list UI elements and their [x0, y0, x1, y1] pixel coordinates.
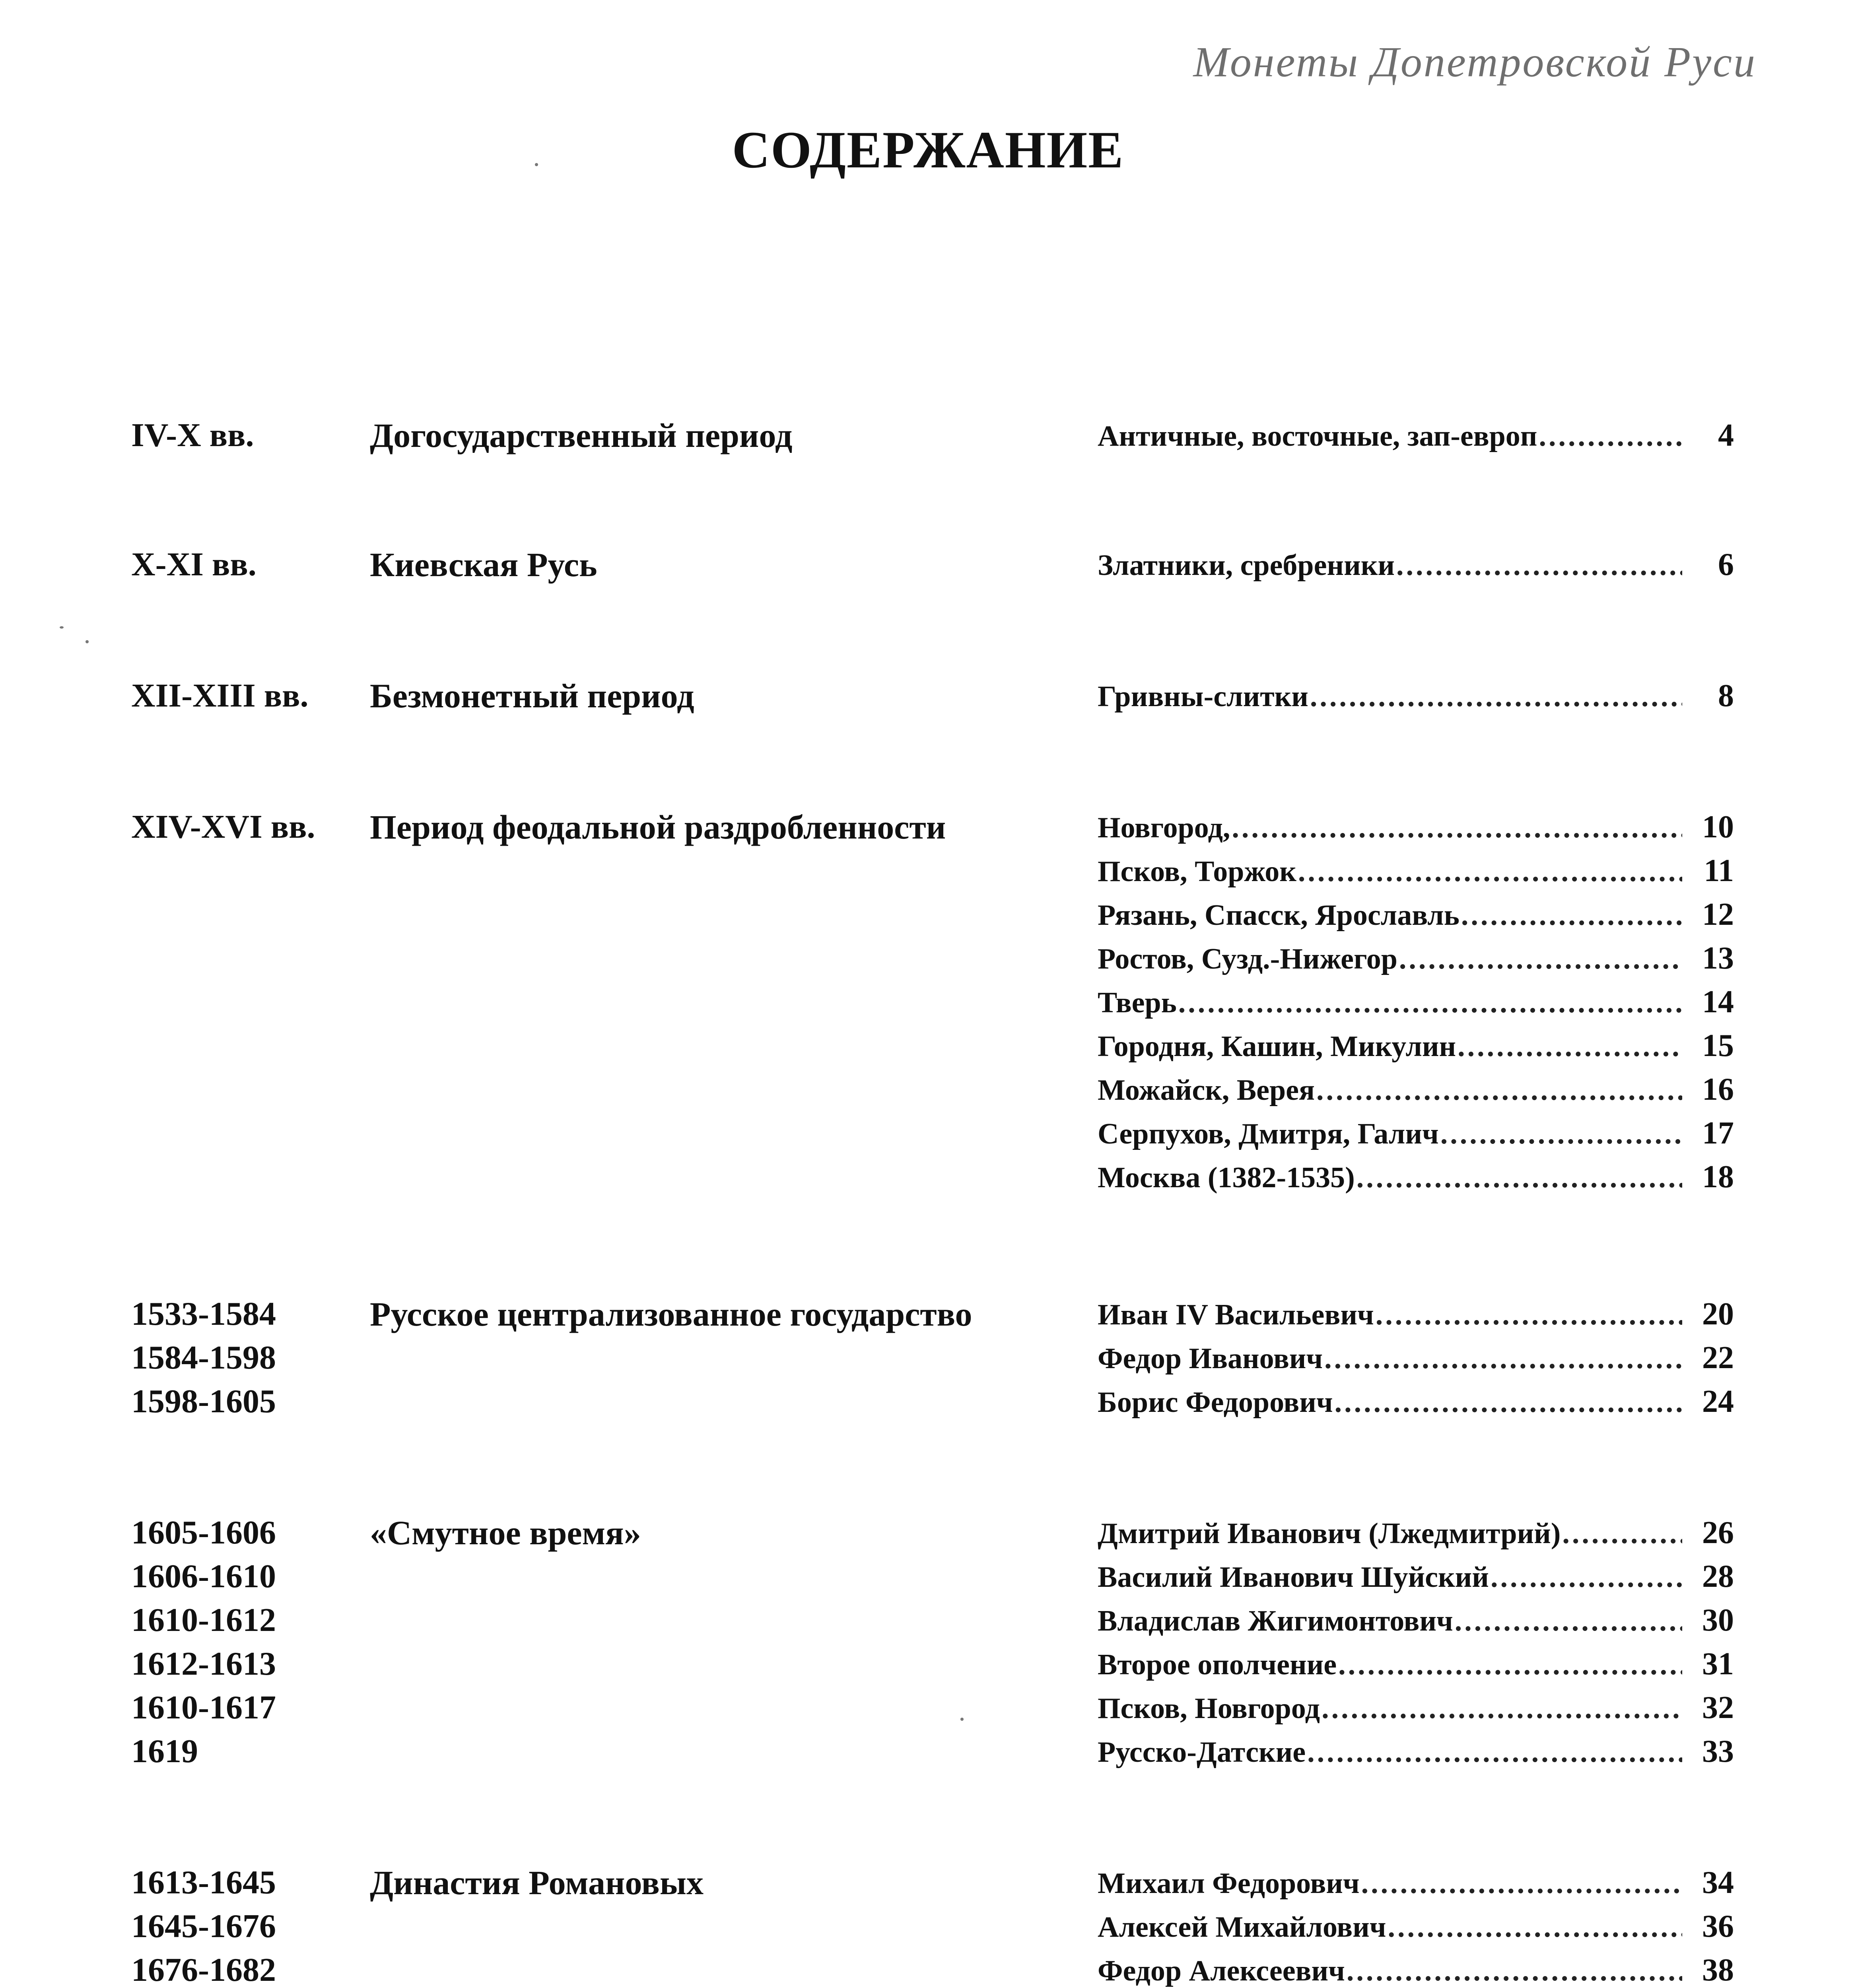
dot-leader	[1316, 1068, 1682, 1112]
dot-leader	[1396, 544, 1682, 587]
entry-page-number: 28	[1702, 1559, 1734, 1594]
entry-label: Второе ополчение	[1098, 1648, 1337, 1681]
dot-leader	[1298, 850, 1682, 893]
section-period: 1605-1606	[131, 1514, 276, 1551]
contents-entry	[1098, 980, 1734, 1024]
entry-label: Псков, Торжок	[1098, 855, 1296, 888]
entry-label: Новгород,	[1098, 812, 1230, 844]
dot-leader	[1335, 1380, 1682, 1424]
entry-label: Алексей Михайлович	[1098, 1911, 1386, 1943]
running-title: Монеты Допетровской Руси	[1193, 39, 1757, 86]
scan-speck	[60, 626, 64, 629]
section-periods	[131, 805, 354, 849]
contents-entry	[1098, 1336, 1734, 1380]
dot-leader	[1310, 675, 1682, 718]
contents-entry	[1098, 1511, 1734, 1555]
section-name: Киевская Русь	[370, 546, 597, 584]
section-periods	[131, 1511, 354, 1773]
dot-leader	[1399, 937, 1682, 981]
section-entries	[1098, 414, 1734, 457]
contents-entry	[1098, 1068, 1734, 1111]
section-entries	[1098, 1292, 1734, 1423]
section-entries	[1098, 805, 1734, 1199]
contents-entry	[1098, 893, 1734, 936]
section-periods	[131, 414, 354, 457]
dot-leader	[1455, 1599, 1682, 1643]
contents-entry	[1098, 1111, 1734, 1155]
entry-page-number: 8	[1718, 678, 1734, 713]
contents-entry	[1098, 1861, 1734, 1905]
section-name: Безмонетный период	[370, 677, 694, 715]
dot-leader	[1324, 1337, 1682, 1380]
scan-speck	[86, 640, 89, 643]
entry-page-number: 32	[1702, 1690, 1734, 1725]
dot-leader	[1307, 1730, 1682, 1774]
section-entries	[1098, 543, 1734, 586]
contents-entry	[1098, 1686, 1734, 1730]
entry-page-number: 20	[1702, 1297, 1734, 1332]
section-period: 1619	[131, 1733, 198, 1770]
dot-leader	[1562, 1512, 1682, 1555]
dot-leader	[1347, 1949, 1682, 1988]
contents-entry	[1098, 849, 1734, 893]
entry-label: Борис Федорович	[1098, 1386, 1333, 1419]
dot-leader	[1357, 1156, 1682, 1200]
section-entries	[1098, 674, 1734, 718]
section-entries	[1098, 1861, 1734, 1988]
entry-label: Античные, восточные, зап-европ	[1098, 420, 1537, 452]
contents-entry	[1098, 1155, 1734, 1199]
section-entries	[1098, 1511, 1734, 1773]
contents-entry	[1098, 1598, 1734, 1642]
entry-page-number: 18	[1702, 1159, 1734, 1194]
contents-entry	[1098, 1024, 1734, 1068]
dot-leader	[1178, 981, 1682, 1025]
entry-page-number: 33	[1702, 1734, 1734, 1769]
section-period: X-XI вв.	[131, 546, 257, 583]
dot-leader	[1461, 893, 1682, 937]
entry-label: Можайск, Верея	[1098, 1074, 1315, 1107]
entry-page-number: 13	[1702, 941, 1734, 976]
dot-leader	[1338, 1643, 1682, 1687]
contents-entry	[1098, 1380, 1734, 1423]
dot-leader	[1388, 1905, 1682, 1949]
section-name: Догосударственный период	[370, 416, 793, 454]
dot-leader	[1458, 1025, 1682, 1068]
section-periods	[131, 1292, 354, 1423]
page-title	[0, 119, 1856, 180]
entry-label: Иван IV Васильевич	[1098, 1299, 1374, 1331]
contents-entry	[1098, 1948, 1734, 1988]
section-period: 1533-1584	[131, 1295, 276, 1332]
section-period: XIV-XVI вв.	[131, 808, 315, 845]
entry-page-number: 11	[1704, 853, 1734, 888]
section-period: 1610-1612	[131, 1602, 276, 1639]
dot-leader	[1376, 1293, 1682, 1337]
entry-page-number: 6	[1718, 547, 1734, 582]
section-period: IV-X вв.	[131, 417, 254, 454]
entry-page-number: 17	[1702, 1116, 1734, 1151]
contents-entry	[1098, 414, 1734, 457]
entry-label: Дмитрий Иванович (Лжедмитрий)	[1098, 1517, 1561, 1550]
entry-label: Златники, сребреники	[1098, 549, 1395, 582]
dot-leader	[1232, 806, 1682, 850]
entry-page-number: 24	[1702, 1384, 1734, 1419]
entry-label: Михаил Федорович	[1098, 1867, 1360, 1900]
entry-page-number: 15	[1702, 1028, 1734, 1063]
section-period: 1584-1598	[131, 1339, 276, 1376]
entry-label: Ростов, Сузд.-Нижегор	[1098, 943, 1397, 975]
entry-page-number: 26	[1702, 1515, 1734, 1550]
entry-label: Федор Алексеевич	[1098, 1955, 1345, 1987]
dot-leader	[1539, 414, 1682, 458]
section-period: 1645-1676	[131, 1908, 276, 1945]
section-period: 1676-1682	[131, 1951, 276, 1988]
section-period: 1606-1610	[131, 1558, 276, 1595]
contents-entry	[1098, 1292, 1734, 1336]
section-period: XII-XIII вв.	[131, 677, 309, 714]
entry-label: Гривны-слитки	[1098, 680, 1308, 713]
entry-page-number: 16	[1702, 1072, 1734, 1107]
contents-entry	[1098, 1642, 1734, 1686]
contents-entry	[1098, 805, 1734, 849]
contents-entry	[1098, 936, 1734, 980]
section-name: «Смутное время»	[370, 1514, 641, 1552]
entry-label: Серпухов, Дмитря, Галич	[1098, 1118, 1439, 1150]
section-periods	[131, 674, 354, 718]
entry-page-number: 30	[1702, 1603, 1734, 1638]
section-period: 1610-1617	[131, 1689, 276, 1726]
entry-page-number: 38	[1702, 1953, 1734, 1988]
dot-leader	[1322, 1687, 1682, 1730]
section-period: 1613-1645	[131, 1864, 276, 1901]
entry-label: Владислав Жигимонтович	[1098, 1605, 1453, 1637]
section-periods	[131, 543, 354, 586]
contents-entry	[1098, 543, 1734, 586]
section-periods	[131, 1861, 354, 1988]
entry-page-number: 36	[1702, 1909, 1734, 1944]
scan-speck	[535, 163, 538, 166]
page-title-text: СОДЕРЖАНИЕ	[732, 120, 1124, 179]
section-name: Русское централизованное государство	[370, 1295, 972, 1333]
entry-label: Городня, Кашин, Микулин	[1098, 1030, 1456, 1063]
contents-entry	[1098, 1730, 1734, 1773]
entry-page-number: 34	[1702, 1865, 1734, 1900]
contents-entry	[1098, 1555, 1734, 1598]
entry-page-number: 12	[1702, 897, 1734, 932]
section-name: Период феодальной раздробленности	[370, 808, 946, 846]
entry-label: Псков, Новгород	[1098, 1692, 1320, 1725]
dot-leader	[1361, 1862, 1682, 1905]
entry-label: Русско-Датские	[1098, 1736, 1306, 1769]
entry-page-number: 10	[1702, 810, 1734, 845]
entry-page-number: 4	[1718, 418, 1734, 453]
contents-entry	[1098, 674, 1734, 718]
entry-page-number: 22	[1702, 1340, 1734, 1375]
entry-label: Москва (1382-1535)	[1098, 1161, 1355, 1194]
section-name: Династия Романовых	[370, 1864, 704, 1902]
entry-page-number: 14	[1702, 984, 1734, 1019]
dot-leader	[1440, 1112, 1682, 1156]
scan-speck	[960, 1718, 964, 1721]
entry-label: Василий Иванович Шуйский	[1098, 1561, 1489, 1594]
entry-label: Тверь	[1098, 986, 1177, 1019]
entry-label: Федор Иванович	[1098, 1342, 1323, 1375]
entry-label: Рязань, Спасск, Ярославль	[1098, 899, 1460, 932]
section-period: 1612-1613	[131, 1645, 276, 1682]
section-period: 1598-1605	[131, 1383, 276, 1420]
dot-leader	[1491, 1555, 1682, 1599]
entry-page-number: 31	[1702, 1646, 1734, 1681]
contents-entry	[1098, 1905, 1734, 1948]
